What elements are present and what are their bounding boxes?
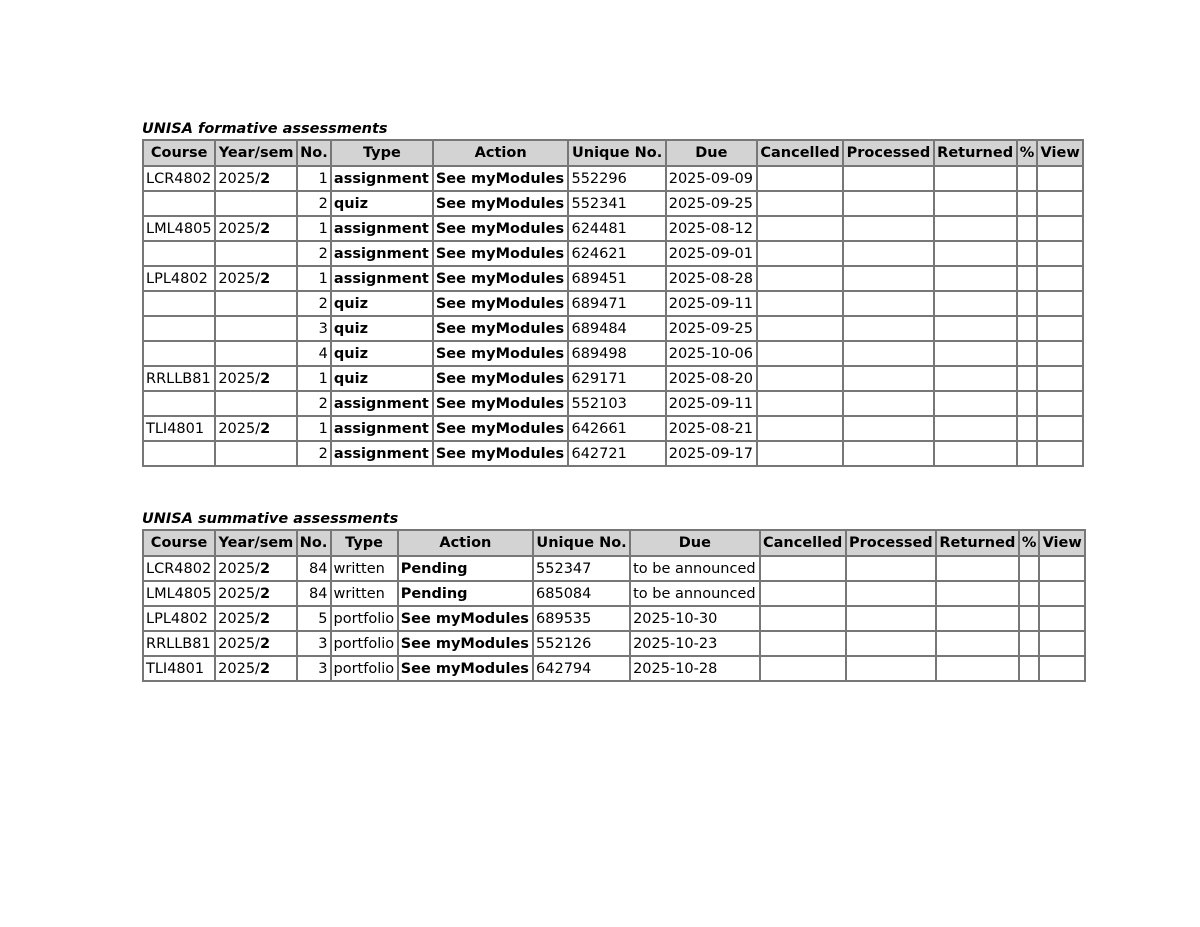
course-cell [143,316,215,341]
due-cell: 2025-09-01 [666,241,757,266]
year-text: 2025/ [218,635,260,652]
year-sem-cell [215,656,296,681]
number-cell: 2 [297,241,331,266]
formative-section [142,120,1084,467]
header-returned: Returned [934,140,1017,166]
percent-cell [1017,341,1038,366]
due-cell: 2025-09-11 [666,391,757,416]
processed-cell [846,656,936,681]
sem-text: 2 [259,610,271,627]
action-cell [433,266,569,291]
header-processed: Processed [843,140,934,166]
type-cell: written [331,581,398,606]
type-cell: assignment [331,216,433,241]
cancelled-cell [757,216,843,241]
header-unique-no: Unique No. [568,140,665,166]
course-cell: RRLLB81 [143,631,215,656]
returned-cell [936,656,1019,681]
year-sem-cell [215,416,297,441]
table-row [143,341,1083,366]
cancelled-cell [757,191,843,216]
unique-no-cell: 685084 [533,581,630,606]
course-cell [143,441,215,466]
sem-text: 2 [259,635,271,652]
type-cell: quiz [331,191,433,216]
number-cell: 1 [297,266,331,291]
unique-no-cell: 689535 [533,606,630,631]
unique-no-cell: 629171 [568,366,665,391]
processed-cell [843,391,934,416]
returned-cell [934,216,1017,241]
header-unique-no: Unique No. [533,530,630,556]
returned-cell [934,166,1017,191]
summative-header-row [143,530,1085,556]
number-cell: 2 [297,191,331,216]
sem-text: 2 [260,270,271,287]
year-sem-cell [215,216,297,241]
cancelled-cell [757,391,843,416]
year-text: 2025/ [218,220,261,237]
header-percent: % [1017,140,1038,166]
returned-cell [934,241,1017,266]
view-cell[interactable] [1037,291,1083,316]
processed-cell [846,556,936,581]
table-row [143,556,1085,581]
returned-cell [936,631,1019,656]
view-cell[interactable] [1037,191,1083,216]
cancelled-cell [760,631,846,656]
header-cancelled: Cancelled [757,140,843,166]
table-row [143,291,1083,316]
processed-cell [846,606,936,631]
year-text: 2025/ [218,420,261,437]
unique-no-cell: 552296 [568,166,665,191]
action-cell [398,631,533,656]
due-cell: 2025-09-11 [666,291,757,316]
table-row [143,166,1083,191]
action-cell [433,241,569,266]
sem-text: 2 [259,660,271,677]
percent-cell [1017,266,1038,291]
action-cell [398,656,533,681]
percent-cell [1017,191,1038,216]
type-cell: portfolio [331,656,398,681]
due-cell: 2025-08-21 [666,416,757,441]
action-link[interactable]: See myModules [435,420,565,437]
number-cell: 2 [297,441,331,466]
processed-cell [843,341,934,366]
processed-cell [843,366,934,391]
processed-cell [843,216,934,241]
type-cell: assignment [331,441,433,466]
sem-text: 2 [259,585,271,602]
action-cell [433,191,569,216]
sem-text: 2 [260,420,271,437]
cancelled-cell [757,366,843,391]
returned-cell [934,366,1017,391]
header-returned: Returned [936,530,1019,556]
header-cancelled: Cancelled [760,530,846,556]
view-cell[interactable] [1037,441,1083,466]
percent-cell [1019,606,1040,631]
percent-cell [1019,581,1040,606]
header-view: View [1037,140,1083,166]
view-cell[interactable] [1037,266,1083,291]
cancelled-cell [757,266,843,291]
header-due: Due [666,140,757,166]
summative-table [142,529,1086,682]
course-cell: TLI4801 [143,416,215,441]
year-text: 2025/ [218,370,261,387]
percent-cell [1019,631,1040,656]
course-cell: LPL4802 [143,266,215,291]
header-no: No. [297,530,331,556]
view-cell[interactable] [1037,341,1083,366]
unique-no-cell: 642721 [568,441,665,466]
year-text: 2025/ [218,585,260,602]
sem-text: 2 [259,560,271,577]
course-cell [143,291,215,316]
header-action: Action [398,530,533,556]
number-cell: 84 [297,556,331,581]
due-cell: to be announced [630,581,760,606]
header-year-sem: Year/sem [215,530,296,556]
summative-title: UNISA summative assessments [142,511,399,527]
processed-cell [843,166,934,191]
action-link[interactable]: See myModules [435,345,565,362]
number-cell: 1 [297,166,331,191]
type-cell: quiz [331,341,433,366]
action-cell [398,581,533,606]
returned-cell [934,291,1017,316]
percent-cell [1017,241,1038,266]
table-row [143,391,1083,416]
processed-cell [843,291,934,316]
due-cell: 2025-09-09 [666,166,757,191]
year-text: 2025/ [218,660,260,677]
view-cell[interactable] [1039,631,1085,656]
action-link[interactable]: See myModules [435,370,565,387]
year-sem-cell [215,581,296,606]
number-cell: 3 [297,656,331,681]
action-cell [398,556,533,581]
type-cell: assignment [331,166,433,191]
view-cell[interactable] [1037,166,1083,191]
cancelled-cell [757,416,843,441]
cancelled-cell [760,656,846,681]
course-cell: LML4805 [143,581,215,606]
action-cell [433,366,569,391]
number-cell: 4 [297,341,331,366]
table-row [143,581,1085,606]
unique-no-cell: 689484 [568,316,665,341]
type-cell: portfolio [331,606,398,631]
course-cell [143,191,215,216]
cancelled-cell [760,556,846,581]
number-cell: 5 [297,606,331,631]
processed-cell [843,316,934,341]
percent-cell [1017,166,1038,191]
number-cell: 84 [297,581,331,606]
action-link[interactable]: See myModules [435,320,565,337]
action-link[interactable]: See myModules [435,295,565,312]
course-cell: LCR4802 [143,556,215,581]
view-cell[interactable] [1037,316,1083,341]
action-cell [433,391,569,416]
view-cell[interactable] [1037,391,1083,416]
header-due: Due [630,530,760,556]
view-cell[interactable] [1037,416,1083,441]
processed-cell [843,241,934,266]
table-row [143,606,1085,631]
year-sem-cell [215,606,296,631]
header-year-sem: Year/sem [215,140,297,166]
due-cell: 2025-08-20 [666,366,757,391]
due-cell: 2025-10-28 [630,656,760,681]
unique-no-cell: 642794 [533,656,630,681]
header-type: Type [331,530,398,556]
course-cell: LPL4802 [143,606,215,631]
action-link[interactable]: See myModules [400,660,529,677]
returned-cell [934,391,1017,416]
unique-no-cell: 552347 [533,556,630,581]
view-cell[interactable] [1039,656,1085,681]
action-link[interactable]: See myModules [435,270,565,287]
header-percent: % [1019,530,1040,556]
action-link[interactable]: See myModules [435,245,565,262]
percent-cell [1017,216,1038,241]
sem-text: 2 [260,220,271,237]
number-cell: 3 [297,631,331,656]
year-sem-cell [215,266,297,291]
percent-cell [1017,366,1038,391]
number-cell: 2 [297,291,331,316]
unique-no-cell: 552341 [568,191,665,216]
year-text: 2025/ [218,560,260,577]
due-cell: 2025-10-06 [666,341,757,366]
formative-title: UNISA formative assessments [142,121,388,137]
sem-text: 2 [260,370,271,387]
year-sem-cell [215,291,297,316]
year-text: 2025/ [218,170,261,187]
returned-cell [934,416,1017,441]
year-sem-cell [215,631,296,656]
action-cell [433,216,569,241]
due-cell: 2025-08-12 [666,216,757,241]
action-cell [398,606,533,631]
formative-header-row [143,140,1083,166]
course-cell: LML4805 [143,216,215,241]
unique-no-cell: 689471 [568,291,665,316]
header-course: Course [143,530,215,556]
year-sem-cell [215,241,297,266]
number-cell: 1 [297,416,331,441]
type-cell: assignment [331,266,433,291]
cancelled-cell [757,166,843,191]
table-row [143,191,1083,216]
returned-cell [934,341,1017,366]
cancelled-cell [757,241,843,266]
table-row [143,241,1083,266]
action-link[interactable]: See myModules [435,170,565,187]
percent-cell [1019,556,1040,581]
percent-cell [1019,656,1040,681]
header-no: No. [297,140,331,166]
processed-cell [843,416,934,441]
percent-cell [1017,441,1038,466]
due-cell: 2025-09-25 [666,316,757,341]
returned-cell [936,581,1019,606]
year-sem-cell [215,166,297,191]
returned-cell [934,191,1017,216]
action-link[interactable]: Pending [400,560,468,577]
table-row [143,441,1083,466]
table-row [143,366,1083,391]
unique-no-cell: 689498 [568,341,665,366]
header-course: Course [143,140,215,166]
year-sem-cell [215,556,296,581]
action-link[interactable]: See myModules [435,445,565,462]
percent-cell [1017,391,1038,416]
returned-cell [936,606,1019,631]
due-cell: 2025-09-25 [666,191,757,216]
processed-cell [843,191,934,216]
returned-cell [934,266,1017,291]
course-cell: RRLLB81 [143,366,215,391]
view-cell[interactable] [1037,366,1083,391]
type-cell: assignment [331,391,433,416]
year-sem-cell [215,341,297,366]
processed-cell [843,266,934,291]
course-cell: TLI4801 [143,656,215,681]
header-processed: Processed [846,530,936,556]
cancelled-cell [760,581,846,606]
number-cell: 1 [297,216,331,241]
processed-cell [846,631,936,656]
cancelled-cell [757,291,843,316]
cancelled-cell [757,441,843,466]
year-sem-cell [215,191,297,216]
course-cell [143,241,215,266]
type-cell: quiz [331,291,433,316]
number-cell: 1 [297,366,331,391]
year-sem-cell [215,366,297,391]
header-view: View [1039,530,1085,556]
due-cell: to be announced [630,556,760,581]
returned-cell [936,556,1019,581]
unique-no-cell: 552103 [568,391,665,416]
unique-no-cell: 689451 [568,266,665,291]
cancelled-cell [757,341,843,366]
unique-no-cell: 552126 [533,631,630,656]
action-link[interactable]: See myModules [435,395,565,412]
action-cell [433,316,569,341]
type-cell: quiz [331,366,433,391]
table-row [143,316,1083,341]
action-link[interactable]: See myModules [400,635,529,652]
action-cell [433,416,569,441]
year-sem-cell [215,316,297,341]
action-cell [433,441,569,466]
view-cell[interactable] [1039,606,1085,631]
action-link[interactable]: Pending [400,585,468,602]
type-cell: quiz [331,316,433,341]
number-cell: 2 [297,391,331,416]
action-link[interactable]: See myModules [400,610,529,627]
cancelled-cell [760,606,846,631]
year-sem-cell [215,441,297,466]
view-cell[interactable] [1039,556,1085,581]
year-text: 2025/ [218,270,261,287]
number-cell: 3 [297,316,331,341]
table-row [143,266,1083,291]
unique-no-cell: 624621 [568,241,665,266]
header-type: Type [331,140,433,166]
table-row [143,656,1085,681]
action-link[interactable]: See myModules [435,195,565,212]
course-cell: LCR4802 [143,166,215,191]
processed-cell [843,441,934,466]
due-cell: 2025-09-17 [666,441,757,466]
header-action: Action [433,140,569,166]
view-cell[interactable] [1037,216,1083,241]
returned-cell [934,441,1017,466]
year-sem-cell [215,391,297,416]
course-cell [143,391,215,416]
course-cell [143,341,215,366]
year-text: 2025/ [218,610,260,627]
unique-no-cell: 624481 [568,216,665,241]
due-cell: 2025-08-28 [666,266,757,291]
processed-cell [846,581,936,606]
view-cell[interactable] [1037,241,1083,266]
cancelled-cell [757,316,843,341]
view-cell[interactable] [1039,581,1085,606]
percent-cell [1017,416,1038,441]
action-link[interactable]: See myModules [435,220,565,237]
type-cell: assignment [331,416,433,441]
percent-cell [1017,291,1038,316]
table-row [143,216,1083,241]
unique-no-cell: 642661 [568,416,665,441]
sem-text: 2 [260,170,271,187]
action-cell [433,166,569,191]
type-cell: portfolio [331,631,398,656]
percent-cell [1017,316,1038,341]
type-cell: written [331,556,398,581]
due-cell: 2025-10-23 [630,631,760,656]
type-cell: assignment [331,241,433,266]
formative-table [142,139,1084,467]
due-cell: 2025-10-30 [630,606,760,631]
table-row [143,631,1085,656]
action-cell [433,291,569,316]
action-cell [433,341,569,366]
table-row [143,416,1083,441]
returned-cell [934,316,1017,341]
summative-section [142,510,1086,682]
